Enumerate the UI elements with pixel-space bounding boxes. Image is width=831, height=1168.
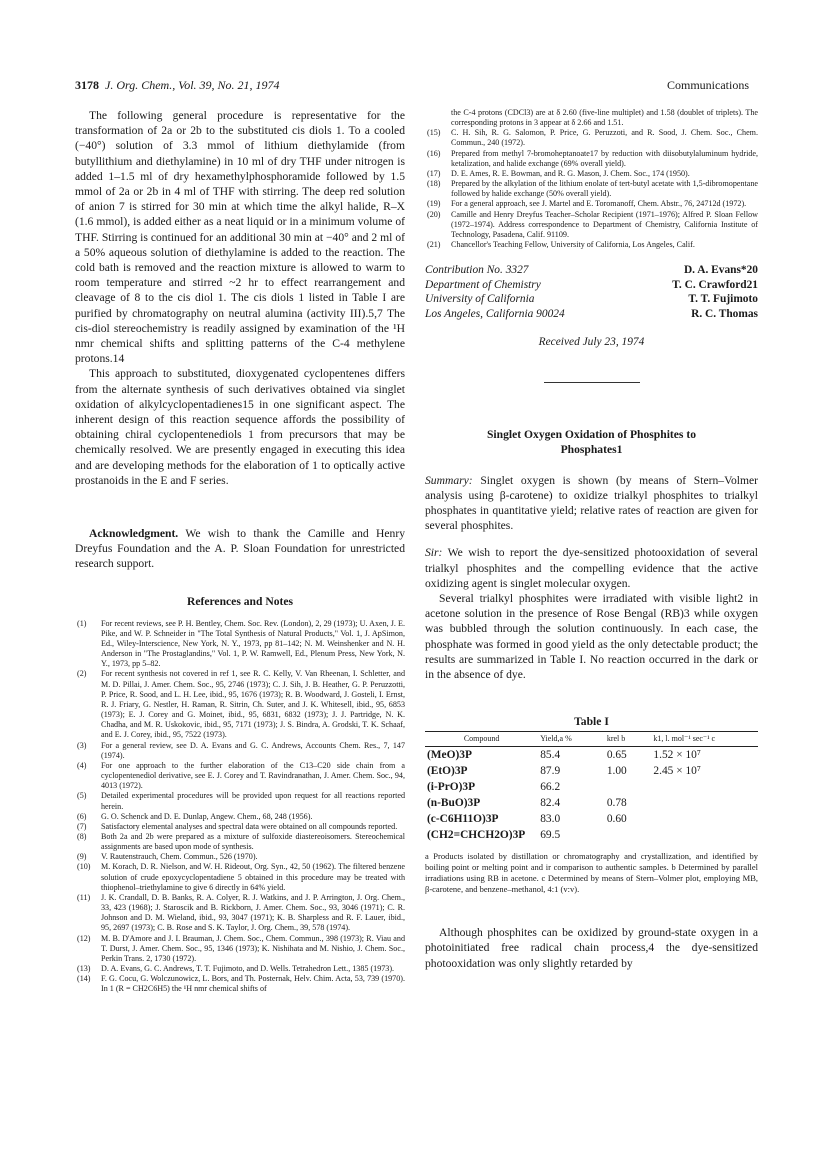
discussion-paragraph: Although phosphites can be oxidized by ground-state oxygen in a photoinitiated free radical chain process,4 the dye-sensitized photooxidation was only slightly retarded by: [425, 926, 758, 970]
sir-label: Sir:: [425, 546, 443, 560]
reference-item: [75, 862, 405, 892]
reference-number: (1): [77, 618, 87, 628]
col-header-krel: krel b: [605, 732, 652, 747]
col-header-compound: Compound: [425, 732, 538, 747]
compound-cell: (c-C6H11O)3P: [427, 813, 499, 826]
reference-text: the C-4 protons (CDCl3) are at δ 2.60 (five-line multiplet) and 1.58 (doublet of triplets). The corresponding protons in 3 appear at δ 2.66 and 1.51.: [451, 108, 758, 128]
table-header-row: [425, 732, 758, 747]
section-divider: [544, 382, 640, 383]
reference-text: Detailed experimental procedures will be provided upon request for all reactions reported herein.: [101, 791, 405, 811]
krel-cell: 0.78: [606, 797, 627, 810]
affiliation-line: Contribution No. 3327: [425, 264, 529, 277]
reference-number: (17): [427, 168, 441, 178]
affiliation-line: Department of Chemistry: [425, 278, 541, 291]
compound-cell: (EtO)3P: [427, 765, 468, 778]
reference-item: [75, 619, 405, 670]
approach-paragraph: This approach to substituted, dioxygenated cyclopentenes differs from the alternate synthesis of such derivatives obtained via singlet oxidation of alkylcyclopentadienes15 in one significant aspect. The inherent design of this reaction sequence affords the possibility of obtaining chiral cyclopentenediols 1 from precursors that may be chemically resolved. We are presently engaged in executing this idea and are developing methods for the elaboration of 1 to optically active prostanoids in the E and F series.: [75, 367, 405, 487]
table-footnotes: a Products isolated by distillation or chromatography and crystallization, and identified by boiling point or melting point and ir comparison to authentic samples. b Determined by parallel irradiations using RB in acetone. c Determined by means of Stern–Volmer plot, employing MB, β-carotene, and benzene–methanol, 4:1 (v:v).: [425, 851, 758, 895]
summary: [425, 473, 758, 534]
yield-cell: 66.2: [540, 781, 561, 794]
table-title: Table I: [574, 715, 609, 729]
reference-number: (3): [77, 740, 87, 750]
table-row: [425, 827, 758, 843]
reference-item: [75, 852, 405, 862]
reference-text: M. B. D'Amore and J. I. Brauman, J. Chem. Soc., Chem. Commun., 398 (1973); R. Viau and T. Durst, J. Amer. Chem. Soc., 95, 1346 (1973); K. Nishihata and M. Nishio, J. Chem. Soc., Perkin Trans. 2, 1730 (1972).: [101, 933, 405, 963]
compound-cell: (CH2=CHCH2O)3P: [427, 829, 526, 842]
reference-item: [75, 812, 405, 822]
krel-cell: 0.65: [606, 749, 627, 762]
table-row: [425, 811, 758, 827]
compound-cell: (i-PrO)3P: [427, 781, 476, 794]
article-title-line-1: Singlet Oxygen Oxidation of Phosphites to: [486, 427, 697, 441]
affiliation-line: Los Angeles, California 90024: [425, 307, 565, 320]
reference-number: (10): [77, 862, 91, 872]
reference-item: [75, 893, 405, 934]
affiliation-line: University of California: [425, 293, 535, 306]
contribution-row: [425, 263, 758, 278]
reference-item: [75, 791, 405, 811]
reference-number: (12): [77, 933, 91, 943]
reference-text: J. K. Crandall, D. B. Banks, R. A. Colyer, R. J. Watkins, and J. P. Arrington, J. Org. Chem., 33, 423 (1968); J. Staroscik and B. Rickborn, J. Amer. Chem. Soc., 93, 3046 (1971); C. R. Johnson and D. M. Wieland, ibid., 93, 3047 (1971); K. B. Sharpless and R. F. Lauer, ibid., 95, 2697 (1973); C. B. Rose and S. K. Taylor, J. Org. Chem., 39, 578 (1974).: [101, 892, 405, 933]
article-title-line-2: Phosphates1: [560, 442, 623, 456]
reference-number: (21): [427, 240, 441, 250]
reference-text: Satisfactory elemental analyses and spectral data were obtained on all compounds reported.: [101, 821, 398, 831]
references-heading: References and Notes: [186, 594, 294, 608]
reference-item: [425, 240, 758, 250]
reference-item: [75, 974, 405, 994]
reference-text: Prepared by the alkylation of the lithium enolate of tert-butyl acetate with 1,5-dibromopentane followed by halide exchange (50% overall yield).: [451, 179, 758, 199]
reference-number: (8): [77, 831, 87, 841]
article-title: [425, 427, 758, 457]
table-body: [425, 747, 758, 844]
author-name: R. C. Thomas: [691, 307, 758, 320]
acknowledgment-heading: Acknowledgment.: [89, 527, 179, 541]
yield-cell: 83.0: [540, 813, 561, 826]
sir-text: We wish to report the dye-sensitized photooxidation of several trialkyl phosphites and the compelling evidence that the active oxidizing agent is singlet molecular oxygen.: [425, 546, 758, 590]
reference-text: Camille and Henry Dreyfus Teacher–Scholar Recipient (1971–1976); Alfred P. Sloan Fellow (1972–1974). Address correspondence to Department of Chemistry, California Institute of Technology, Pasadena, Calif. 91109.: [451, 209, 758, 239]
krel-cell: 1.00: [606, 765, 627, 778]
reference-item: [75, 964, 405, 974]
k1-cell: 2.45 × 10⁷: [653, 765, 701, 778]
reference-item: [425, 169, 758, 179]
reference-text: For a general approach, see J. Martel and E. Toromanoff, Chem. Abstr., 76, 24712d (1972).: [451, 199, 747, 209]
contribution-row: [425, 307, 758, 322]
reference-text: D. E. Ames, R. E. Bowman, and R. G. Mason, J. Chem. Soc., 174 (1950).: [451, 168, 690, 178]
compound-cell: (MeO)3P: [427, 749, 472, 762]
reference-item: [75, 822, 405, 832]
reference-text: For one approach to the further elaboration of the C13–C20 side chain from a cyclopentenediol derivative, see E. J. Corey and T. Ravindranathan, J. Amer. Chem. Soc., 94, 4013 (1972).: [101, 760, 405, 791]
references-list: [75, 619, 405, 995]
k1-cell: 1.52 × 10⁷: [653, 749, 701, 762]
references-list-continued: [425, 108, 758, 250]
reference-text: Chancellor's Teaching Fellow, University of California, Los Angeles, Calif.: [451, 240, 695, 250]
author-name: T. T. Fujimoto: [688, 293, 758, 306]
yield-cell: 87.9: [540, 765, 561, 778]
reference-text: G. O. Schenck and D. E. Dunlap, Angew. Chem., 68, 248 (1956).: [101, 811, 313, 821]
reference-item: [425, 210, 758, 240]
opening-paragraph: [425, 545, 758, 591]
acknowledgment: [75, 526, 405, 572]
reference-text: M. Korach, D. R. Nielson, and W. H. Rideout, Org. Syn., 42, 50 (1962). The filtered benzene solution of crude epoxycyclopentadiene 5 obtained in this procedure may be treated with thiophenol–triethylamine to give 6 directly in 64% yield.: [101, 862, 405, 892]
compound-cell: (n-BuO)3P: [427, 797, 481, 810]
reference-number: (7): [77, 821, 87, 831]
reference-number: (4): [77, 760, 87, 770]
running-header: [75, 78, 280, 93]
table-row: [425, 795, 758, 811]
k1-cell: [651, 779, 758, 795]
col-header-yield: Yield,a %: [538, 732, 605, 747]
section-name: Communications: [667, 78, 749, 92]
yield-cell: 85.4: [540, 749, 561, 762]
reference-number: (15): [427, 128, 441, 138]
table-1: [425, 731, 758, 843]
contribution-block: [425, 263, 758, 321]
col-header-k1: k1, l. mol⁻¹ sec⁻¹ c: [651, 732, 758, 747]
reference-item: [75, 761, 405, 791]
reference-number: (11): [77, 892, 91, 902]
reference-text: Both 2a and 2b were prepared as a mixture of sulfoxide diastereoisomers. Stereochemical assignments are based upon mode of synthesis.: [101, 831, 405, 852]
reference-number: (13): [77, 964, 91, 973]
summary-label: Summary:: [425, 473, 473, 487]
table-row: [425, 763, 758, 779]
journal-citation: J. Org. Chem., Vol. 39, No. 21, 1974: [105, 78, 280, 92]
received-date: Received July 23, 1974: [538, 335, 645, 348]
reference-item: [75, 934, 405, 964]
reference-text: V. Rautenstrauch, Chem. Commun., 526 (1970).: [101, 852, 258, 862]
author-name: T. C. Crawford21: [672, 278, 758, 291]
contribution-row: [425, 278, 758, 293]
reference-text: For recent synthesis not covered in ref 1, see R. C. Kelly, V. Van Rheenan, I. Schletter, and M. D. Pillai, J. Amer. Chem. Soc., 95, 2746 (1973); C. J. Sih, J. B. Heather, G. P. Peruzzotti, P. Price, R. Sood, and L. H. Lee, ibid., 95, 1676 (1973); R. B. Woodward, J. Gosteli, I. Ernst, R. J. Friary, G. Nestler, H. Raman, R. Sitrin, Ch. Suter, and J. K. Whitesell, ibid., 95, 6853 (1973); E. J. Corey and G. Moinet, ibid., 95, 6831, 6832 (1973); J. J. Partridge, N. K. Chadha, and M. R. Uskokovic, ibid., 95, 7171 (1973); J. S. Bindra, A. Grodski, T. K. Schaaf, and E. J. Corey, ibid., 95, 7522 (1973).: [101, 669, 405, 740]
method-paragraph: Several trialkyl phosphites were irradiated with visible light2 in acetone solution in the presence of Rose Bengal (RB)3 while oxygen was bubbled through the solution continuously. In each case, the phosphate was formed in good yield as the only detectable product; the results are summarized in Table I. No reaction occurred in the dark or in the absence of dye.: [425, 591, 758, 681]
yield-cell: 82.4: [540, 797, 561, 810]
reference-number: (16): [427, 148, 441, 158]
krel-cell: [605, 827, 652, 843]
reference-item: [425, 179, 758, 199]
right-column: [425, 108, 758, 971]
yield-cell: 69.5: [540, 829, 561, 842]
procedure-paragraph: The following general procedure is representative for the transformation of 2a or 2b to the substituted cis diols 1. To a cooled (−40°) solution of 3.3 mmol of lithium diethylamide (from butyllithium and diethylamine) in 10 ml of dry THF under nitrogen is added 1–1.5 ml of dry hexamethylphosphoramide followed by 1.5 mmol of 2a or 2b in 4 ml of THF with stirring. The deep red solution of anion 7 is stirred for 30 min at which time the alkyl halide, R–X (1.6 mmol), is added either as a neat liquid or in a minimum volume of THF. Stirring is continued for an additional 30 min at −40° and 2 ml of a 50% aqueous solution of diethylamine is added to the reaction. The cold bath is removed and the reaction mixture is allowed to warm to room temperature and stirred ~2 hr to effect rearrangement and cleavage of 8 to the cis diol 1. The cis diols 1 listed in Table I are purified by chromatography on neutral alumina (activity III).5,7 The cis-diol stereochemistry is readily assigned by examination of the ¹H nmr chemical shifts and splitting patterns of the C-4 methylene protons.14: [75, 109, 405, 366]
page-number: 3178: [75, 78, 99, 92]
reference-number: (14): [77, 974, 91, 984]
reference-item: [75, 669, 405, 740]
table-row: [425, 779, 758, 795]
reference-item: [75, 832, 405, 852]
reference-number: (18): [427, 179, 441, 189]
krel-cell: [605, 779, 652, 795]
author-name: D. A. Evans*20: [683, 264, 758, 277]
reference-text: For a general review, see D. A. Evans and G. C. Andrews, Accounts Chem. Res., 7, 147 (1974).: [101, 740, 405, 760]
reference-item: [425, 149, 758, 169]
reference-text: D. A. Evans, G. C. Andrews, T. T. Fujimoto, and D. Wells. Tetrahedron Lett., 1385 (1973).: [101, 964, 395, 973]
left-column: [75, 108, 405, 994]
k1-cell: [651, 827, 758, 843]
k1-cell: [651, 795, 758, 811]
acknowledgment-text: We wish to thank the Camille and Henry Dreyfus Foundation and the A. P. Sloan Foundation for unrestricted research support.: [75, 527, 405, 571]
reference-text: For recent reviews, see P. H. Bentley, Chem. Soc. Rev. (London), 2, 29 (1973); U. Axen, J. E. Pike, and W. P. Schneider in "The Total Synthesis of Natural Products," Vol. 1, J. ApSimon, Ed., Wiley-Interscience, New York, N. Y., 1973, pp 81–142; N. M. Weinshenker and N. H. Anderson in "The Prostaglandins," Vol. 1, P. W. Ramwell, Ed., Plenum Press, New York, N. Y., 1973, pp 5–82.: [101, 618, 405, 669]
table-row: [425, 747, 758, 764]
krel-cell: 0.60: [606, 813, 627, 826]
reference-number: (19): [427, 199, 441, 209]
k1-cell: [651, 811, 758, 827]
reference-number: (9): [77, 852, 87, 862]
reference-item: [425, 108, 758, 128]
reference-item: [425, 199, 758, 209]
reference-item: [75, 741, 405, 761]
reference-text: Prepared from methyl 7-bromoheptanoate17 by reduction with diisobutylaluminum hydride, ketalization, and halide exchange (69% overall yield).: [451, 148, 758, 168]
summary-text: Singlet oxygen is shown (by means of Stern–Volmer analysis using β-carotene) to oxidize trialkyl phosphites to trialkyl phosphates in quantitative yield; relative rates of reaction are given for several phosphites.: [425, 473, 758, 533]
reference-number: (20): [427, 209, 441, 219]
reference-text: F. G. Cocu, G. Wolczunowicz, L. Bors, and Th. Posternak, Helv. Chim. Acta, 53, 739 (1970). In 1 (R = CH2C6H5) the ¹H nmr chemical shifts of: [101, 974, 405, 994]
reference-number: (2): [77, 669, 87, 679]
contribution-row: [425, 292, 758, 307]
reference-number: (6): [77, 811, 87, 821]
reference-number: (5): [77, 791, 87, 801]
reference-item: [425, 128, 758, 148]
reference-text: C. H. Sih, R. G. Salomon, P. Price, G. Peruzzoti, and R. Sood, J. Chem. Soc., Chem. Commun., 240 (1972).: [451, 128, 758, 148]
